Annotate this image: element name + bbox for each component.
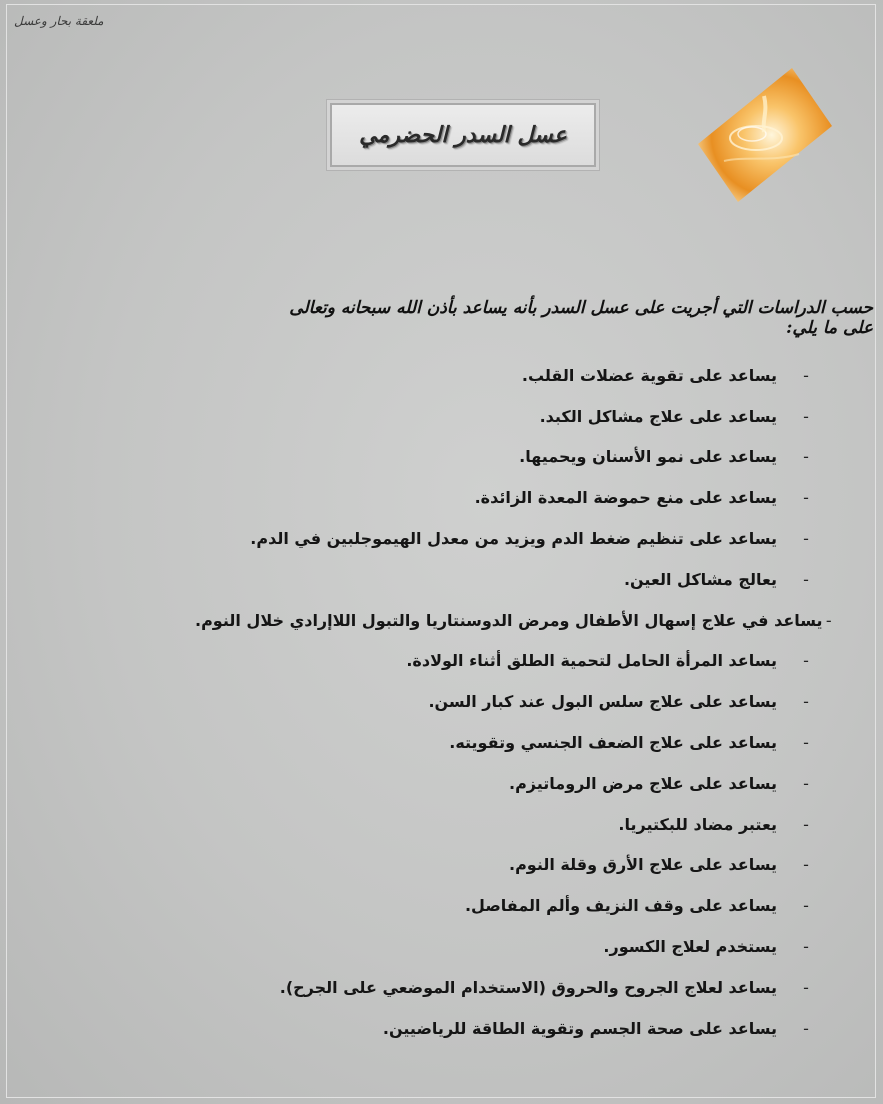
benefit-text: يستخدم لعلاج الكسور. xyxy=(603,937,777,957)
bullet-dash: - xyxy=(803,651,809,671)
benefit-text: يساعد على نمو الأسنان ويحميها. xyxy=(519,447,777,467)
list-item xyxy=(195,600,835,641)
bullet-dash: - xyxy=(825,610,832,630)
page-title: عسل السدر الحضرمي xyxy=(359,122,567,148)
list-item xyxy=(195,437,835,478)
bullet-dash: - xyxy=(803,733,809,753)
benefit-text: يساعد لعلاج الجروح والحروق (الاستخدام الموضعي على الجرح). xyxy=(279,977,777,997)
benefit-text: يساعد على علاج مشاكل الكبد. xyxy=(539,406,777,426)
list-item xyxy=(195,396,835,437)
bullet-dash: - xyxy=(803,406,809,426)
bullet-dash: - xyxy=(803,937,809,957)
bullet-dash: - xyxy=(803,773,809,793)
list-item xyxy=(195,926,835,967)
list-item xyxy=(195,804,835,845)
benefit-text: يساعد على منع حموضة المعدة الزائدة. xyxy=(474,488,777,508)
benefit-text: يساعد على صحة الجسم وتقوية الطاقة للرياضيين. xyxy=(382,1018,777,1038)
list-item xyxy=(195,885,835,926)
bullet-dash: - xyxy=(803,488,809,508)
honey-photo-frame xyxy=(698,68,832,202)
bullet-dash: - xyxy=(803,365,809,385)
watermark-text: ملعقة بحار وعسل xyxy=(14,14,104,28)
bullet-dash: - xyxy=(803,529,809,549)
benefit-text: يساعد المرأة الحامل لتحمية الطلق أثناء الولادة. xyxy=(406,651,777,671)
benefit-text: يساعد على علاج الأرق وقلة النوم. xyxy=(508,855,777,875)
bullet-dash: - xyxy=(803,977,809,997)
benefit-text: يساعد على علاج الضعف الجنسي وتقويته. xyxy=(449,733,777,753)
title-box xyxy=(330,103,596,167)
list-item xyxy=(195,559,835,600)
bullet-dash: - xyxy=(803,896,809,916)
bullet-dash: - xyxy=(803,692,809,712)
bullet-dash: - xyxy=(803,1018,809,1038)
list-item xyxy=(195,967,835,1008)
list-item xyxy=(195,1008,835,1049)
bullet-dash: - xyxy=(803,569,809,589)
benefit-text: يساعد على علاج مرض الروماتيزم. xyxy=(509,773,777,793)
list-item xyxy=(195,641,835,682)
benefit-text: يساعد على وقف النزيف وألم المفاصل. xyxy=(464,896,777,916)
benefit-text: يعالج مشاكل العين. xyxy=(623,569,777,589)
list-item xyxy=(195,477,835,518)
list-item xyxy=(195,722,835,763)
benefit-list xyxy=(195,355,835,1049)
benefit-text: يساعد في علاج إسهال الأطفال ومرض الدوسنتاريا والتبول اللاإرادي خلال النوم. xyxy=(195,610,823,630)
benefit-text: يساعد على تقوية عضلات القلب. xyxy=(521,365,777,385)
benefit-text: يساعد على علاج سلس البول عند كبار السن. xyxy=(428,692,777,712)
benefit-text: يساعد على تنظيم ضغط الدم ويزيد من معدل الهيموجلبين في الدم. xyxy=(250,529,777,549)
bullet-dash: - xyxy=(803,855,809,875)
bullet-dash: - xyxy=(803,814,809,834)
honey-drip xyxy=(764,96,766,132)
benefit-text: يعتبر مضاد للبكتيريا. xyxy=(618,814,777,834)
list-item xyxy=(195,763,835,804)
honey-photo xyxy=(694,66,834,204)
list-item xyxy=(195,518,835,559)
list-item xyxy=(195,845,835,886)
list-item xyxy=(195,681,835,722)
list-item xyxy=(195,355,835,396)
intro-paragraph: حسب الدراسات التي أجريت على عسل السدر بأنه يساعد بأذن الله سبحانه وتعالى على ما يلي: xyxy=(289,298,873,338)
bullet-dash: - xyxy=(803,447,809,467)
